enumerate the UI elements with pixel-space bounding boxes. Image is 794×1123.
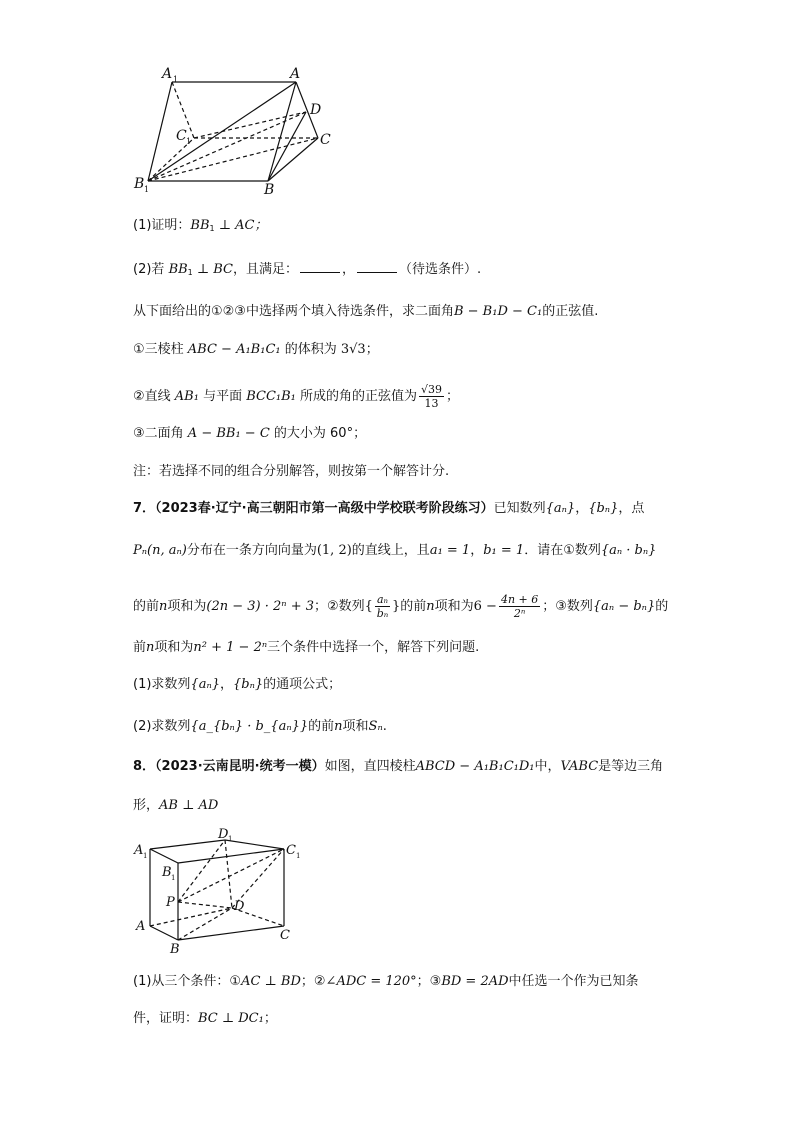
edge xyxy=(150,840,225,849)
hidden-edge xyxy=(178,849,284,902)
vertex-label: 1 xyxy=(171,874,176,882)
vertex-label: P xyxy=(166,895,175,910)
vertex-label: B xyxy=(264,182,275,198)
vertex-label: C xyxy=(286,843,296,858)
vertex-label: C xyxy=(176,128,187,144)
vertex-label: 1 xyxy=(186,137,192,146)
vertex-label: D xyxy=(218,827,229,842)
vertex-label: A xyxy=(290,66,301,82)
q6-condition-2: ②直线 AB₁ 与平面 BCC₁B₁ 所成的角的正弦值为 $\frac{√39}{13}$ ； xyxy=(133,383,460,410)
q6-part1: (1)证明：$BB_1$ ⊥ AC； xyxy=(133,218,268,233)
hidden-edge xyxy=(148,112,306,181)
hidden-edge xyxy=(194,112,306,138)
vertex-label: B xyxy=(170,942,180,956)
answer-blank[interactable] xyxy=(300,260,340,273)
edge xyxy=(178,849,284,863)
hidden-edge xyxy=(178,840,225,902)
q7-part2: (2)求数列{a_{bₙ} · b_{aₙ}}的前n项和Sₙ. xyxy=(133,719,387,734)
answer-blank[interactable] xyxy=(357,260,397,273)
edge xyxy=(268,112,306,181)
vertex-label: 1 xyxy=(228,835,233,843)
prism-figure-2 xyxy=(130,826,308,956)
vertex-label: 1 xyxy=(144,185,150,194)
q8-part1: (1)从三个条件：①AC ⊥ BD；②∠ADC = 120°；③BD = 2AD中任选一个作为已知条 xyxy=(133,974,639,989)
q7-line-1: 7．（2023春·辽宁·高三朝阳市第一高级中学校联考阶段练习）已知数列{aₙ}，{bₙ}，点 xyxy=(133,501,645,516)
q7-part1: (1)求数列{aₙ}，{bₙ}的通项公式； xyxy=(133,677,342,692)
vertex-label: B xyxy=(162,865,172,880)
vertex-label: D xyxy=(234,899,245,914)
q7-line-3: 的前n项和为(2n − 3) · 2ⁿ + 3；②数列{ $\frac{\text{aₙ}}{\text{bₙ}}$ }的前n项和为6 − $\frac{4n + 6}{\text{2ⁿ}}$ ；③数列{aₙ − bₙ}的 xyxy=(133,593,669,620)
q6-note: 注：若选择不同的组合分别解答，则按第一个解答计分. xyxy=(133,464,450,479)
edge xyxy=(148,82,172,181)
edge xyxy=(150,849,178,863)
q6-condition-3: ③二面角 A − BB₁ − C 的大小为 60°； xyxy=(133,426,367,441)
q6-part2: (2)若 $BB_1$ ⊥ BC，且满足： ， （待选条件）. xyxy=(133,262,482,277)
q8-line-1: 8．（2023·云南昆明·统考一模）如图，直四棱柱ABCD − A₁B₁C₁D₁中，VABC是等边三角 xyxy=(133,759,664,774)
vertex-label: D xyxy=(310,102,322,118)
vertex-label: 1 xyxy=(296,852,301,860)
vertex-label: C xyxy=(320,132,331,148)
q7-line-2: Pₙ(n, aₙ)分布在一条方向向量为(1, 2)的直线上，且a₁ = 1，b₁ = 1．请在①数列{aₙ · bₙ} xyxy=(133,543,657,558)
fraction: $\frac{√39}{13}$ xyxy=(421,383,443,410)
vertex-label: 1 xyxy=(173,75,179,84)
q6-intro: 从下面给出的①②③中选择两个填入待选条件，求二面角B − B₁D − C₁的正弦值. xyxy=(133,304,599,319)
vertex-label: A xyxy=(134,843,144,858)
edge xyxy=(150,926,178,940)
edge xyxy=(178,926,284,940)
q8-line-2: 形，AB ⊥ AD xyxy=(133,798,219,813)
vertex-label: C xyxy=(280,928,290,943)
vertex-label: B xyxy=(134,176,145,192)
hidden-edge xyxy=(178,908,232,940)
vertex-label: A xyxy=(162,66,173,82)
q8-part1-cont: 件，证明：BC ⊥ DC₁； xyxy=(133,1011,277,1026)
hidden-edge xyxy=(150,908,232,926)
fraction: $\frac{\text{aₙ}}{\text{bₙ}}$ xyxy=(376,593,389,620)
hidden-edge xyxy=(178,902,232,908)
hidden-edge xyxy=(225,840,232,908)
prism-figure-1 xyxy=(130,66,340,198)
edge xyxy=(225,840,284,849)
q7-line-4: 前n项和为n² + 1 − 2ⁿ三个条件中选择一个，解答下列问题. xyxy=(133,640,480,655)
vertex-label: A xyxy=(136,919,146,934)
fraction: $\frac{4n + 6}{\text{2ⁿ}}$ xyxy=(500,593,539,620)
vertex-label: 1 xyxy=(143,852,148,860)
edge xyxy=(268,82,296,181)
q6-condition-1: ①三棱柱 ABC − A₁B₁C₁ 的体积为 3√3； xyxy=(133,342,379,357)
